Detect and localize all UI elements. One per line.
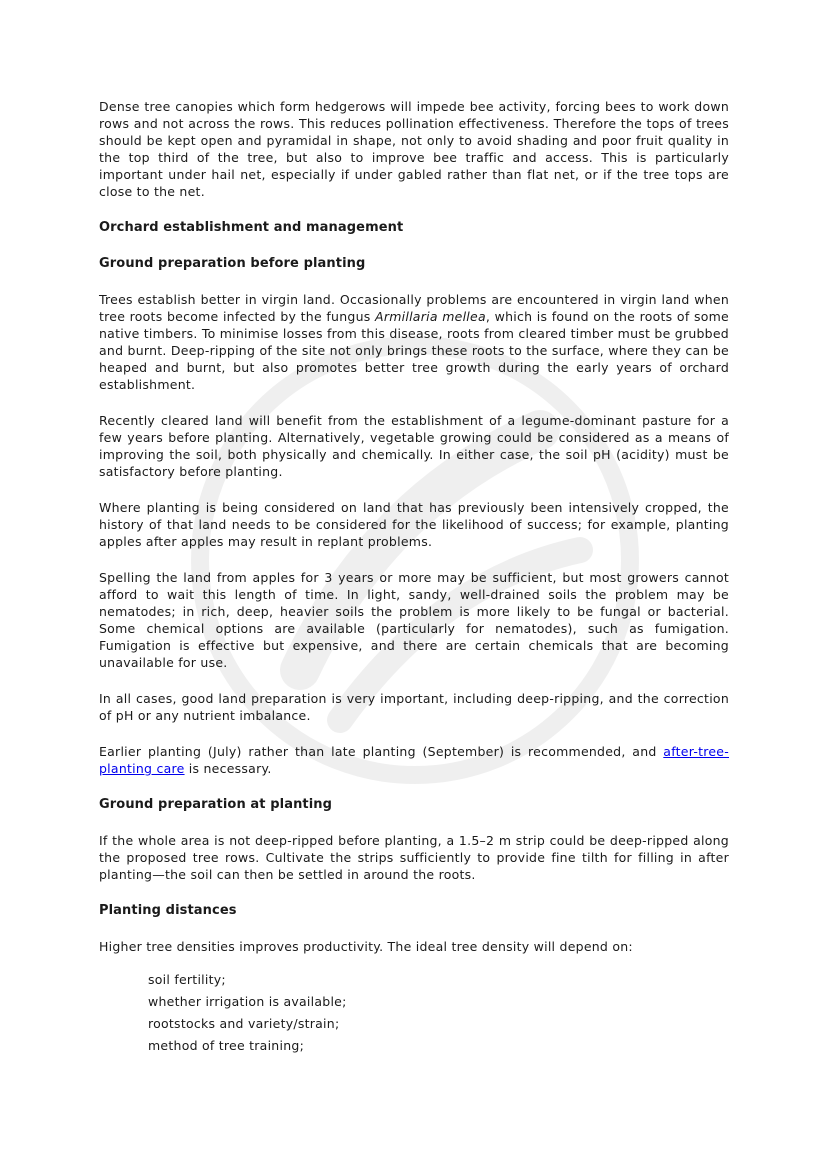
- list-item: soil fertility;: [148, 972, 226, 987]
- distances-heading: Planting distances: [99, 903, 237, 918]
- document-body: [99, 98, 729, 1057]
- spelling-paragraph: Spelling the land from apples for 3 years or more may be sufficient, but most growers cannot afford to wait this length of time. In light, sandy, well-drained soils the problem may be nematodes; in rich, deep, heavier soils the problem is more likely to be fungal or bacterial. Some chemical options are available (particularly for nematodes), such as fumigation. Fumigation is effective but expensive, and there are certain chemicals that are becoming unavailable for use.: [99, 570, 729, 670]
- intro-paragraph: Dense tree canopies which form hedgerows will impede bee activity, forcing bees to work down rows and not across the rows. This reduces pollination effectiveness. Therefore the tops of trees should be kept open and pyramidal in shape, not only to avoid shading and poor fruit quality in the top third of the tree, but also to improve bee traffic and access. This is particularly important under hail net, especially if under gabled rather than flat net, or if the tree tops are close to the net.: [99, 99, 729, 199]
- at-planting-paragraph: If the whole area is not deep-ripped before planting, a 1.5–2 m strip could be deep-ripped along the proposed tree rows. Cultivate the strips sufficiently to provide fine tilth for filling in after planting—the soil can then be settled in around the roots.: [99, 833, 729, 882]
- list-item: rootstocks and variety/strain;: [148, 1016, 340, 1031]
- orchard-heading: Orchard establishment and management: [99, 220, 404, 235]
- earlier-planting-paragraph: [99, 743, 729, 777]
- list-item: whether irrigation is available;: [148, 994, 347, 1009]
- ground-at-heading: Ground preparation at planting: [99, 797, 333, 812]
- after-tree-planting-care-link[interactable]: after-tree-planting care: [99, 744, 729, 776]
- virgin-land-text-1: Trees establish better in virgin land. Occasionally problems are encountered in virgin land when tree roots become infected by the fungus: [99, 292, 729, 324]
- species-name: Armillaria mellea: [375, 309, 486, 324]
- cropped-land-paragraph: Where planting is being considered on land that has previously been intensively cropped, the history of that land needs to be considered for the likelihood of success; for example, planting apples after apples may result in replant problems.: [99, 500, 729, 549]
- virgin-land-paragraph: [99, 291, 729, 393]
- cleared-land-paragraph: Recently cleared land will benefit from the establishment of a legume-dominant pasture for a few years before planting. Alternatively, vegetable growing could be considered as a means of improving the soil, both physically and chemically. In either case, the soil pH (acidity) must be satisfactory before planting.: [99, 413, 729, 479]
- densities-paragraph: Higher tree densities improves productivity. The ideal tree density will depend on:: [99, 939, 633, 954]
- list-item: method of tree training;: [148, 1038, 305, 1053]
- all-cases-paragraph: In all cases, good land preparation is very important, including deep-ripping, and the correction of pH or any nutrient imbalance.: [99, 691, 729, 723]
- factors-list: [99, 969, 729, 1057]
- earlier-planting-end: is necessary.: [184, 761, 272, 776]
- ground-before-heading: Ground preparation before planting: [99, 256, 366, 271]
- virgin-land-text-2: , which is found on the roots of some native timbers. To minimise losses from this disease, roots from cleared timber must be grubbed and burnt. Deep-ripping of the site not only brings these roots to the surface, where they can be heaped and burnt, but also promotes better tree growth during the early years of orchard establishment.: [99, 309, 729, 392]
- earlier-planting-text: Earlier planting (July) rather than late planting (September) is recommended, and: [99, 744, 664, 759]
